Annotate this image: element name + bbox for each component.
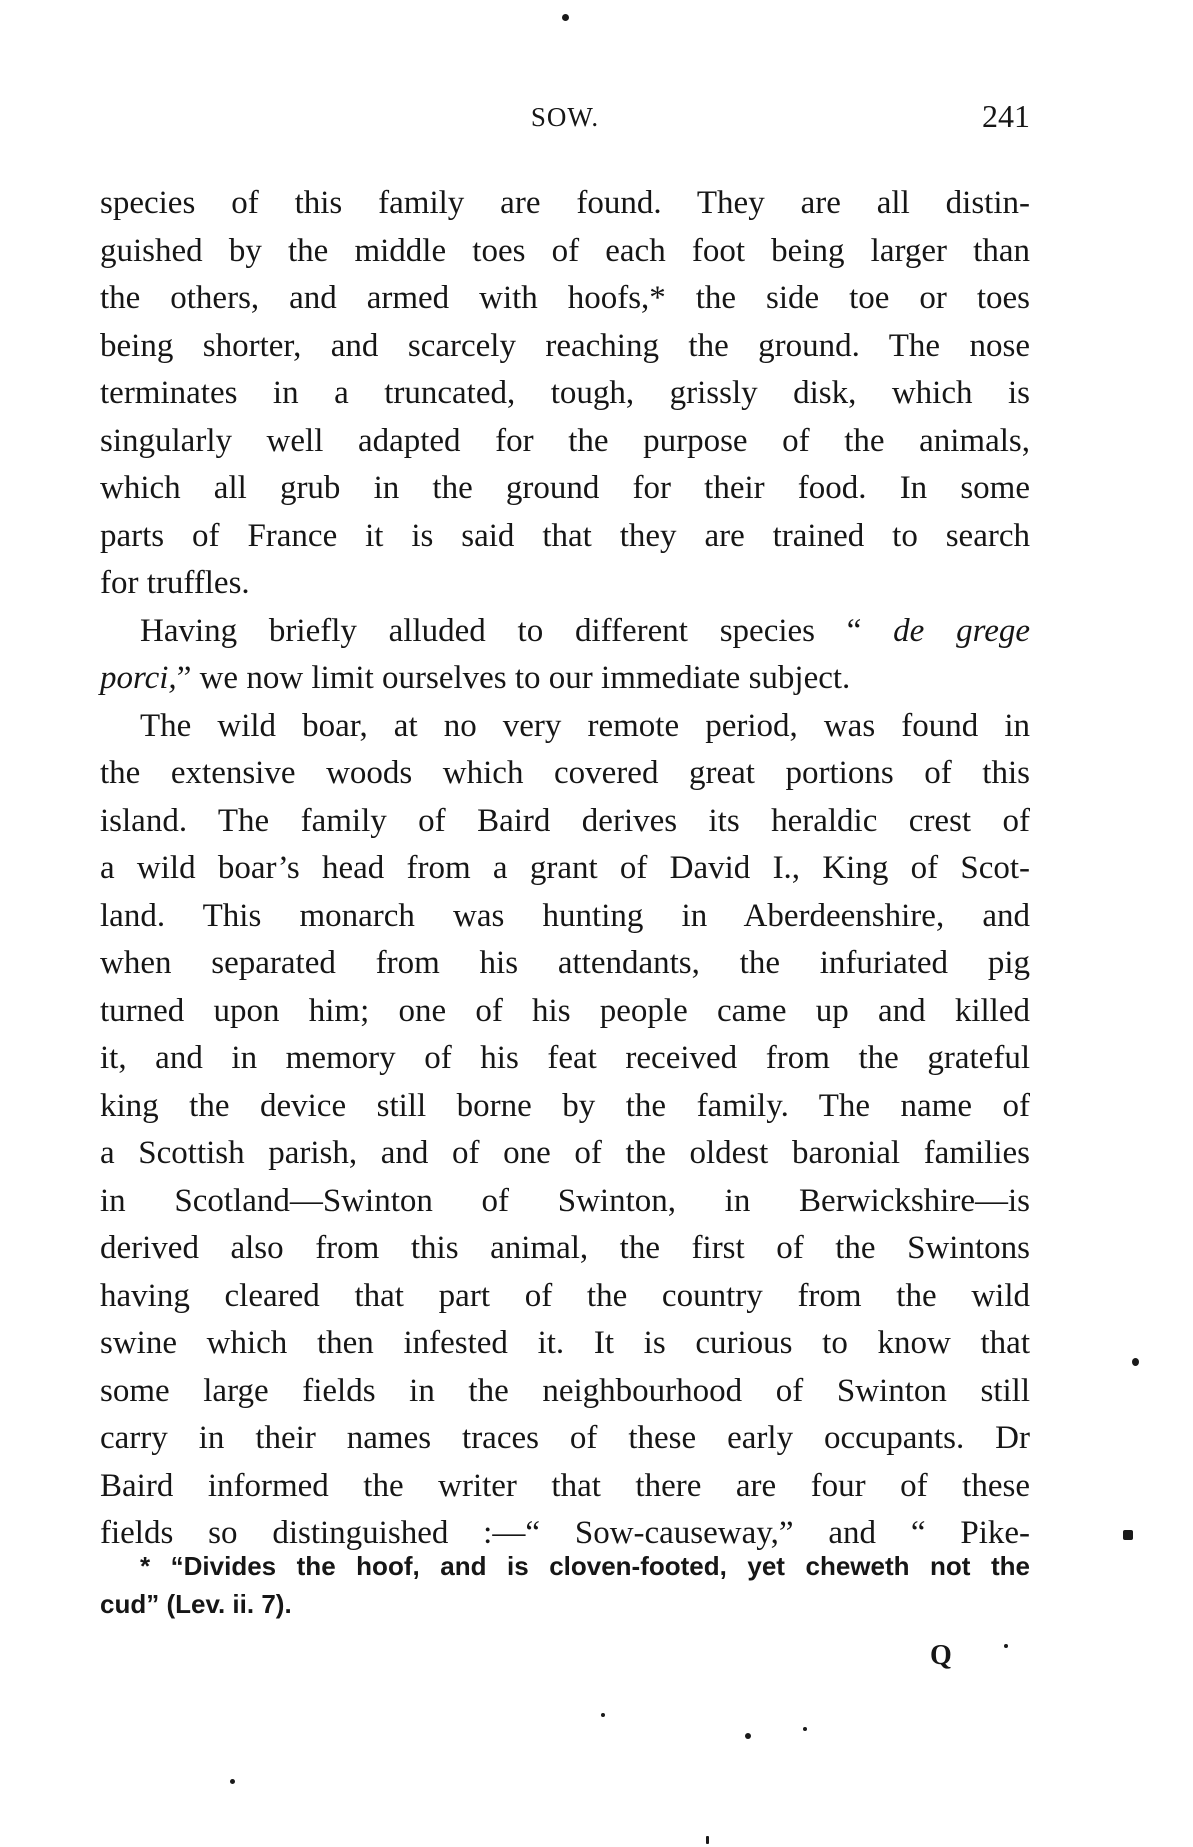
text-line: turned upon him; one of his people came up and killed — [100, 992, 1030, 1029]
signature-mark: Q — [930, 1640, 952, 1671]
text-line: being shorter, and scarcely reaching the ground. The nose — [100, 327, 1030, 364]
text-line: derived also from this animal, the first of the Swintons — [100, 1230, 1030, 1266]
text-line: carry in their names traces of these early occupants. Dr — [100, 1420, 1030, 1456]
scan-speck — [803, 1727, 807, 1731]
text-line: guished by the middle toes of each foot being larger than — [100, 232, 1030, 269]
footnotes — [100, 1547, 1030, 1623]
text-line: having cleared that part of the country from the wild — [100, 1277, 1030, 1314]
text-line: some large fields in the neighbourhood of Swinton still — [100, 1372, 1030, 1409]
text-line: king the device still borne by the family. The name of — [100, 1087, 1030, 1124]
text-line: Having briefly alluded to different species “ de grege — [140, 612, 1030, 649]
footnote-line: * “Divides the hoof, and is cloven-footed, yet cheweth not the — [140, 1551, 1030, 1581]
text-line: Baird informed the writer that there are four of these — [100, 1467, 1030, 1504]
scan-speck — [706, 1836, 709, 1844]
text-line: land. This monarch was hunting in Aberdeenshire, and — [100, 897, 1030, 934]
text-line: terminates in a truncated, tough, grissly disk, which is — [100, 375, 1030, 411]
text-line: island. The family of Baird derives its heraldic crest of — [100, 802, 1030, 839]
latin-phrase: de grege — [893, 612, 1030, 649]
running-title: SOW. — [530, 102, 600, 132]
text-line: The wild boar, at no very remote period, was found in — [140, 707, 1030, 744]
text-line: a Scottish parish, and of one of the oldest baronial families — [100, 1135, 1030, 1171]
text-line: swine which then infested it. It is curious to know that — [100, 1325, 1030, 1361]
scan-speck — [601, 1713, 605, 1717]
scan-speck — [1132, 1358, 1139, 1366]
scan-speck — [1004, 1644, 1008, 1648]
body-text — [100, 180, 1030, 1558]
running-head — [100, 98, 1030, 142]
text-line: a wild boar’s head from a grant of David I., King of Scot- — [100, 850, 1030, 886]
text-line: the extensive woods which covered great portions of this — [100, 755, 1030, 791]
scan-speck — [745, 1733, 751, 1739]
text-line: parts of France it is said that they are trained to search — [100, 517, 1030, 554]
latin-phrase: porci, — [100, 660, 177, 696]
scan-speck — [230, 1779, 235, 1784]
text-line: in Scotland—Swinton of Swinton, in Berwickshire—is — [100, 1182, 1030, 1219]
text-line: it, and in memory of his feat received from the grateful — [100, 1040, 1030, 1076]
scan-speck — [1123, 1530, 1133, 1540]
text-line: singularly well adapted for the purpose of the animals, — [100, 422, 1030, 459]
text-line: for truffles. — [100, 565, 250, 601]
text-line: porci,” we now limit ourselves to our immediate subject. — [100, 660, 851, 696]
footnote-line: cud” (Lev. ii. 7). — [100, 1589, 292, 1619]
text-line: which all grub in the ground for their food. In some — [100, 470, 1030, 506]
text-line: the others, and armed with hoofs,* the side toe or toes — [100, 280, 1030, 316]
text-line: species of this family are found. They are all distin- — [100, 185, 1030, 221]
text-line: when separated from his attendants, the infuriated pig — [100, 945, 1030, 981]
page-number: 241 — [982, 98, 1030, 134]
scan-speck — [562, 14, 569, 21]
text-line: fields so distinguished :—“ Sow-causeway,” and “ Pike- — [100, 1515, 1030, 1551]
